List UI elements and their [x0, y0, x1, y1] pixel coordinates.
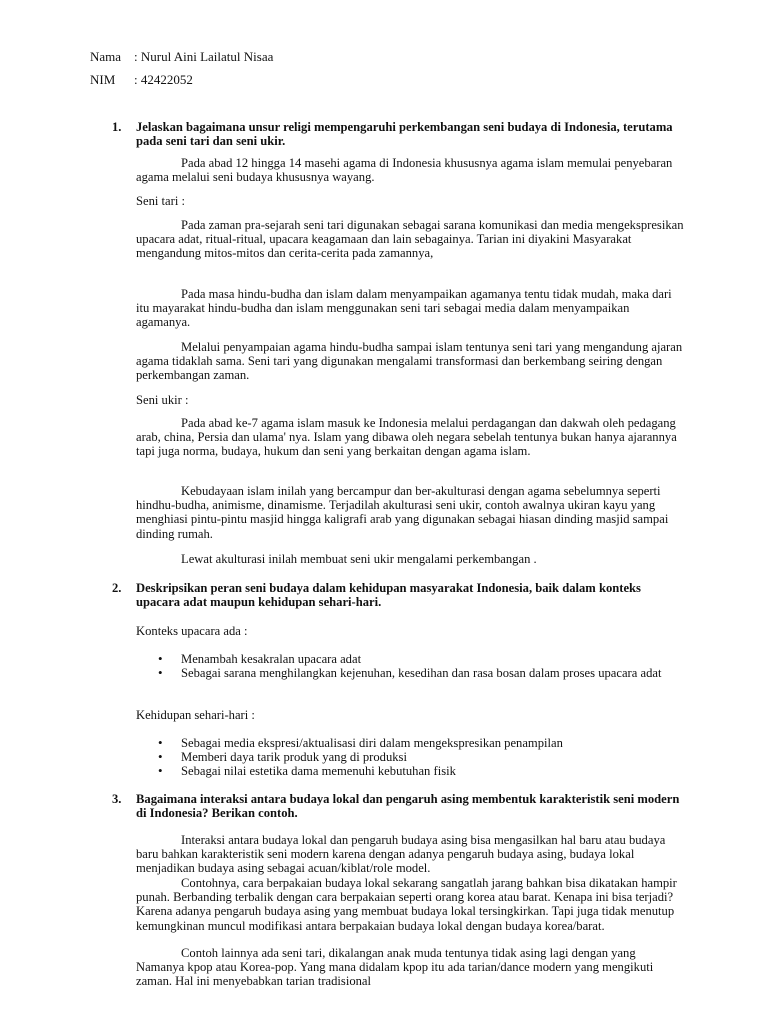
- seni-tari-paragraph-1: Pada zaman pra-sejarah seni tari digunakan sebagai sarana komunikasi dan media mengekspresikan upacara adat, ritual-ritual, upacara keagamaan dan lain sebagainya. Tarian ini diyakini Masyarakat mengandung mitos-mitos dan cerita-cerita pada zamannya,: [136, 218, 684, 261]
- q1-intro-paragraph: Pada abad 12 hingga 14 masehi agama di Indonesia khususnya agama islam memulai penyebaran agama melalui seni budaya khususnya wayang.: [136, 156, 673, 185]
- q3-paragraph-2: Contohnya, cara berpakaian budaya lokal sekarang sangatlah jarang bahkan bisa dikatakan hampir punah. Berbanding terbalik dengan cara berpakaian seperti orang korea atau barat. Kenapa ini bisa terjadi? Karena adanya pengaruh budaya asing yang membuat budaya lokal tersingkirkan. Tapi juga tidak menutup kemungkinan muncul modifikasi antara berpakaian budaya lokal dengan budaya korea/barat.: [136, 876, 677, 933]
- seni-tari-label: Seni tari :: [136, 194, 185, 208]
- seni-ukir-paragraph-2: Kebudayaan islam inilah yang bercampur dan ber-akulturasi dengan agama sebelumnya seperti hindhu-budha, animisme, dinamisme. Terjadilah akulturasi seni ukir, contoh awalnya ukiran kayu yang menghiasi pintu-pintu masjid hingga kaligrafi arab yang digunakan sebagai hiasan dinding masjid sampai dinding rumah.: [136, 484, 669, 541]
- kehidupan-sehari-hari-label: Kehidupan sehari-hari :: [136, 708, 255, 722]
- list-item: • Sebagai media ekspresi/aktualisasi diri dalam mengekspresikan penampilan: [136, 736, 684, 750]
- kehidupan-sehari-hari-list: [136, 736, 684, 779]
- question-1-text: Jelaskan bagaimana unsur religi mempengaruhi perkembangan seni budaya di Indonesia, terutama pada seni tari dan seni ukir.: [136, 120, 673, 149]
- name-label: Nama: [90, 49, 122, 64]
- question-2-number: 2.: [112, 581, 122, 595]
- q3-paragraph-3: Contoh lainnya ada seni tari, dikalangan anak muda tentunya tidak asing lagi dengan yang Namanya kpop atau Korea-pop. Yang mana didalam kpop itu ada tarian/dance modern yang mengikuti zaman. Hal ini menyebabkan tarian tradisional: [136, 946, 654, 989]
- q3-paragraph-1: Interaksi antara budaya lokal dan pengaruh budaya asing bisa mengasilkan hal baru atau budaya baru bahkan karakteristik seni modern karena dengan adanya pengaruh budaya asing, budaya lokal menjadikan budaya asing sebagai acuan/kiblat/role model.: [136, 833, 666, 876]
- seni-ukir-paragraph-1: Pada abad ke-7 agama islam masuk ke Indonesia melalui perdagangan dan dakwah oleh pedagang arab, china, Persia dan ulama' nya. Islam yang dibawa oleh negara sebelah tentunya bukan hanya ajarannya tapi juga norma, budaya, hukum dan seni yang berkaitan dengan agama islam.: [136, 416, 677, 459]
- list-item: • Memberi daya tarik produk yang di produksi: [136, 750, 684, 764]
- konteks-upacara-list: [136, 652, 684, 680]
- seni-ukir-label: Seni ukir :: [136, 393, 189, 407]
- question-1-number: 1.: [112, 120, 122, 134]
- nim-label: NIM: [90, 72, 116, 87]
- list-item: • Sebagai sarana menghilangkan kejenuhan, kesedihan dan rasa bosan dalam proses upacara adat: [136, 666, 684, 680]
- question-3-text: Bagaimana interaksi antara budaya lokal dan pengaruh asing membentuk karakteristik seni modern di Indonesia? Berikan contoh.: [136, 792, 680, 821]
- nim-value: : 42422052: [134, 72, 193, 87]
- list-item: • Menambah kesakralan upacara adat: [136, 652, 684, 666]
- seni-tari-paragraph-2: Pada masa hindu-budha dan islam dalam menyampaikan agamanya tentu tidak mudah, maka dari itu mayarakat hindu-budha dan islam menggunakan seni tari sebagai media dalam menyampaikan agamanya.: [136, 287, 672, 330]
- konteks-upacara-label: Konteks upacara ada :: [136, 624, 248, 638]
- question-2-text: Deskripsikan peran seni budaya dalam kehidupan masyarakat Indonesia, baik dalam konteks upacara adat maupun kehidupan sehari-hari.: [136, 581, 641, 610]
- seni-ukir-paragraph-3: Lewat akulturasi inilah membuat seni ukir mengalami perkembangan .: [181, 552, 537, 566]
- list-item: • Sebagai nilai estetika dama memenuhi kebutuhan fisik: [136, 764, 684, 778]
- nim-row: [90, 72, 193, 88]
- seni-tari-paragraph-3: Melalui penyampaian agama hindu-budha sampai islam tentunya seni tari yang mengandung ajaran agama tidaklah sama. Seni tari yang digunakan mengalami transformasi dan berkembang seiring dengan perkembangan zaman.: [136, 340, 683, 383]
- question-3-number: 3.: [112, 792, 122, 806]
- name-value: : Nurul Aini Lailatul Nisaa: [134, 49, 274, 64]
- name-row: [90, 49, 273, 65]
